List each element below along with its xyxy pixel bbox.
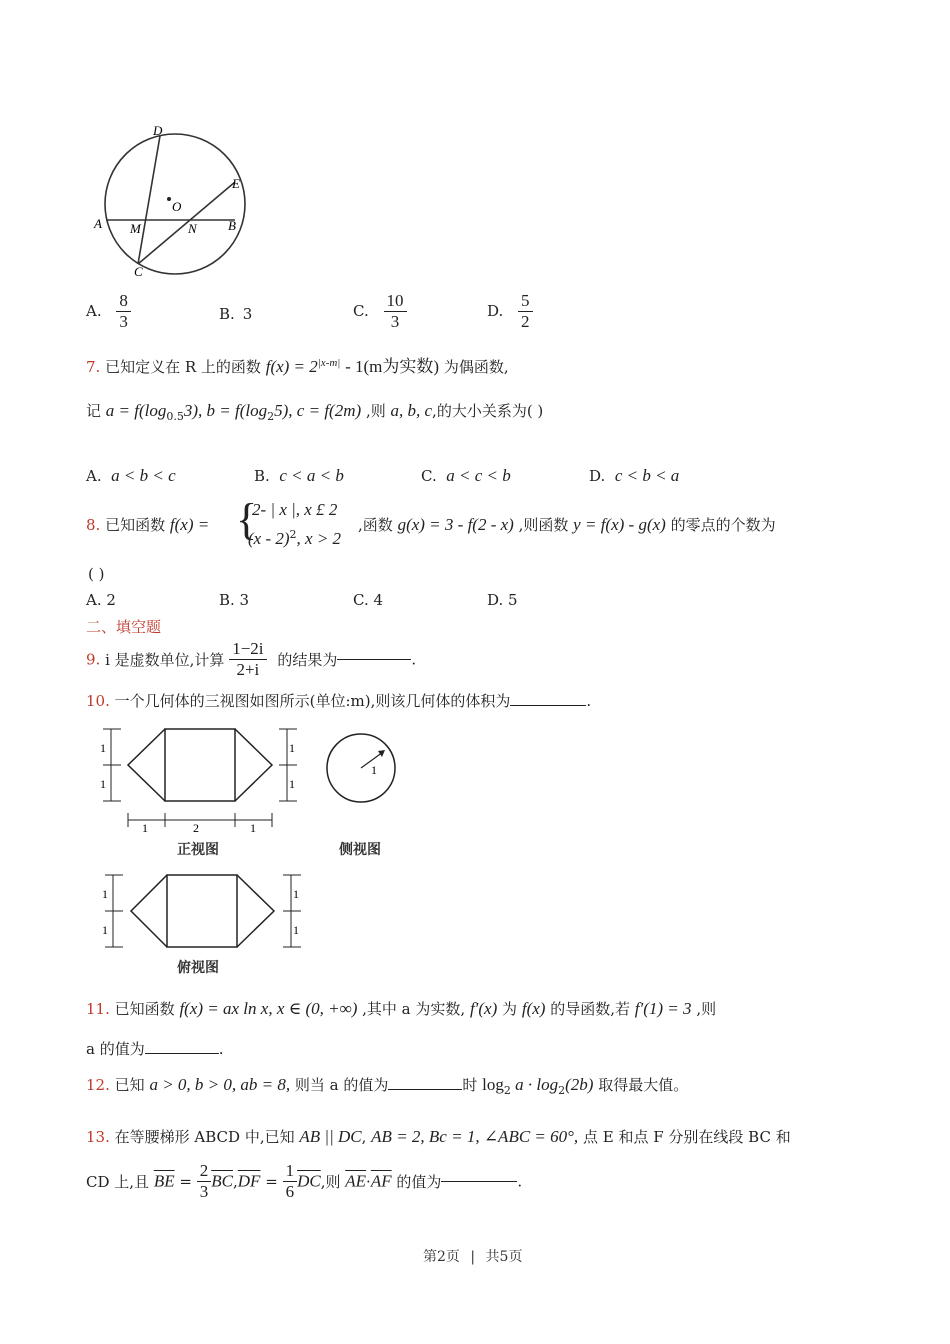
q7-sub2: 2 [267,410,275,423]
q6-option-b [219,305,252,323]
q7-exp: |x-m| [317,357,341,369]
q7-line2-end: ,的大小关系为( ) [432,402,544,420]
q7-option-b [254,466,344,486]
label-e: E [232,176,240,191]
vector-be: $\overline{BE}$ [153,1171,175,1191]
q13-text-c: 点 E 和点 F 分别在线段 BC 和 [582,1128,791,1146]
q11-line2-text: a 的值为 [86,1040,145,1058]
vector-df: $\overline{DF}$ [237,1171,261,1191]
label-b: B [228,218,236,233]
q13-frac1-num: 2 [197,1162,212,1182]
q8-paren: ( ) [88,565,105,583]
q13-line2 [86,1162,522,1201]
q12-expr1: log [482,1075,504,1094]
q8-option-b: B. 3 [219,591,250,609]
vector-bc: $\overline{BC}$ [211,1171,233,1191]
circle-figure [90,120,260,285]
side-view [327,734,395,802]
q10-end: . [586,692,592,710]
q11-func: f(x) = ax ln x, x ∈ (0, +∞) [179,999,358,1018]
q7-number: 7. [86,358,101,376]
q13-line1 [86,1126,791,1147]
q12-number: 12. [86,1076,110,1094]
q8-mid: ,函数 [358,516,393,534]
option-d-label: D. [487,302,504,321]
side-view-label: 侧视图 [339,842,381,858]
q8-case2-b: , x > 2 [296,529,342,548]
q12-text4: 取得最大值。 [598,1076,689,1094]
q13-end: . [517,1172,523,1191]
q7-opt-b-label: B. [254,467,270,485]
front-dim-left-bottom: 1 [100,777,106,791]
label-n: N [188,221,197,236]
q8-brace: { [236,495,258,544]
three-views-figure [95,720,415,980]
q8-g: g(x) = 3 - f(2 - x) [397,515,514,534]
q6-option-d [487,292,533,331]
q11-cond: f′(1) = 3 [634,999,692,1018]
top-dim-right-top: 1 [293,887,299,901]
top-view-label: 俯视图 [177,960,219,976]
q7-opt-c-value: a < c < b [446,466,511,485]
q6-option-a [86,292,131,331]
option-b-label: B. [219,305,235,323]
side-dim-radius: 1 [371,763,377,777]
q8-option-a: A. 2 [86,591,116,609]
front-dim-left-top: 1 [100,741,106,755]
q7-opt-a-label: A. [86,467,102,485]
footer-separator: | [470,1249,476,1265]
q9-fraction [229,640,266,679]
q11-text-a: 已知函数 [114,1000,175,1018]
q13-cond: AB = 2, Bc = 1, ∠ABC = 60°, [371,1127,579,1146]
front-view [103,729,297,827]
q7-opt-d-value: c < b < a [614,466,680,485]
q11-line2 [86,1038,224,1059]
q13-frac1 [197,1162,212,1201]
q13-frac2 [283,1162,298,1201]
q8-option-d: D. 5 [487,591,518,609]
q11-number: 11. [86,1000,110,1018]
q11-deriv: f′(x) [469,999,498,1018]
footer-total: 共5页 [485,1249,523,1265]
label-o: O [172,199,182,214]
q7-option-a [86,466,176,486]
q13-frac2-num: 1 [283,1162,298,1182]
vector-dc: $\overline{DC}$ [297,1171,321,1191]
chord-ec [138,182,235,264]
q11-end: . [218,1040,224,1058]
q10-line [86,690,591,711]
q7-end: 为偶函数, [443,358,509,376]
q9-text: i 是虚数单位,计算 [105,650,225,669]
front-dim-bottom-left: 1 [142,821,148,835]
q7-line2-math3: 5), c = f(2m) [274,401,362,420]
q12-text1: 已知 [114,1076,145,1094]
q10-answer-blank[interactable] [510,705,586,706]
q8-case2-exp: 2 [289,528,297,541]
option-a-label: A. [86,302,102,321]
q9-end: . [411,650,417,669]
q10-number: 10. [86,692,110,710]
q7-tail: - 1(m为实数) [345,357,440,376]
q13-eq1: = [179,1172,192,1191]
q8-y: y = f(x) - g(x) [573,515,666,534]
section-fill-in-heading: 二、填空题 [86,618,162,636]
center-dot [167,197,171,201]
q7-text: 已知定义在 R 上的函数 [105,358,261,376]
q7-line2-math: a = f(log [105,401,167,420]
q8-tail: ,则函数 [518,516,569,534]
q8-prefix: 已知函数 [105,516,166,534]
q7-option-c [421,466,511,486]
q13-eq2: = [265,1172,278,1191]
front-dim-bottom-right: 1 [250,821,256,835]
q13-answer-blank[interactable] [441,1181,517,1182]
front-dim-bottom-middle: 2 [193,821,199,835]
vector-ae: $\overline{AE}$ [345,1171,367,1191]
q13-line2-c: 的值为 [396,1172,442,1191]
option-c-fraction: $\frac{10}{3}$ [384,292,407,331]
q7-opt-b-value: c < a < b [279,466,344,485]
q8-case2-a: (x - 2) [248,529,290,548]
q13-text-b: , [361,1128,367,1146]
option-c-label: C. [353,302,369,321]
q13-number: 13. [86,1128,110,1146]
q9-denominator: 2+i [236,659,260,679]
q7-opt-d-label: D. [589,467,606,485]
q8-func: f(x) = [169,515,210,534]
q11-text-e: ,则 [696,1000,717,1018]
q6-option-c [353,292,407,331]
chord-dc [138,136,160,264]
q7-line2 [86,400,543,423]
q7-line2-prefix: 记 [86,402,102,420]
q9-number: 9. [86,650,101,669]
q8-end: 的零点的个数为 [670,516,776,534]
option-a-fraction: $\frac{8}{3}$ [116,292,131,331]
top-view [105,875,301,947]
q7-sub1: 0.5 [166,410,184,423]
label-c: C [134,264,143,279]
q9-line [86,640,416,679]
option-d-fraction: $\frac{5}{2}$ [518,292,533,331]
q8-number: 8. [86,516,101,534]
q11-fx: f(x) [521,999,546,1018]
q13-line2-a: CD 上,且 [86,1172,150,1191]
front-dim-right-bottom: 1 [289,777,295,791]
label-a: A [94,216,102,231]
q7-opt-a-value: a < b < c [111,466,176,485]
q13-text-a: 在等腰梯形 ABCD 中,已知 [114,1128,295,1146]
q12-expr2: a · log [510,1075,559,1094]
q12-sub2: 2 [558,1084,566,1097]
q7-opt-c-label: C. [421,467,437,485]
q8-option-c: C. 4 [353,591,384,609]
q11-line1 [86,998,716,1019]
q8-case2 [248,528,341,549]
q7-line2-vars: a, b, c [390,401,433,420]
q7-option-d [589,466,679,486]
option-b-value: 3 [242,305,253,323]
q13-comma: , [232,1172,238,1191]
label-d: D [153,123,163,138]
q11-text-b: ,其中 a 为实数, [362,1000,466,1018]
q13-dot: · [366,1172,371,1191]
page-footer [423,1246,522,1266]
top-dim-right-bottom: 1 [293,923,299,937]
q10-text: 一个几何体的三视图如图所示(单位:m),则该几何体的体积为 [114,692,511,710]
vector-af: $\overline{AF}$ [370,1171,392,1191]
q13-frac1-den: 3 [199,1181,209,1201]
q12-text3: 时 [462,1076,478,1094]
q7-line1 [86,352,509,377]
label-m: M [130,221,141,236]
q11-text-d: 的导函数,若 [550,1000,630,1018]
front-view-label: 正视图 [177,842,219,858]
q11-text-c: 为 [502,1000,518,1018]
q7-func: f(x) = 2 [265,357,318,376]
q7-line2-math2: 3), b = f(log [183,401,268,420]
q12-cond: a > 0, b > 0, ab = 8, [149,1075,291,1094]
front-dim-right-top: 1 [289,741,295,755]
top-dim-left-bottom: 1 [102,923,108,937]
q12-expr3: (2b) [565,1075,594,1094]
q12-text2: 则当 a 的值为 [294,1076,389,1094]
q11-answer-blank[interactable] [145,1053,219,1054]
q7-line2-tail: ,则 [365,402,386,420]
q12-sub1: 2 [503,1084,511,1097]
q13-line2-b: ,则 [320,1172,341,1191]
footer-page: 第2页 [423,1249,460,1265]
q9-tail: 的结果为 [277,650,338,669]
q9-numerator: 1−2i [229,640,266,660]
q13-frac2-den: 6 [285,1181,295,1201]
top-dim-left-top: 1 [102,887,108,901]
q12-line [86,1074,688,1097]
q8-case1: 2- | x |, x £ 2 [252,500,338,519]
q13-parallel: AB || DC [299,1127,362,1146]
q12-answer-blank[interactable] [388,1089,462,1090]
q9-answer-blank[interactable] [337,659,411,660]
